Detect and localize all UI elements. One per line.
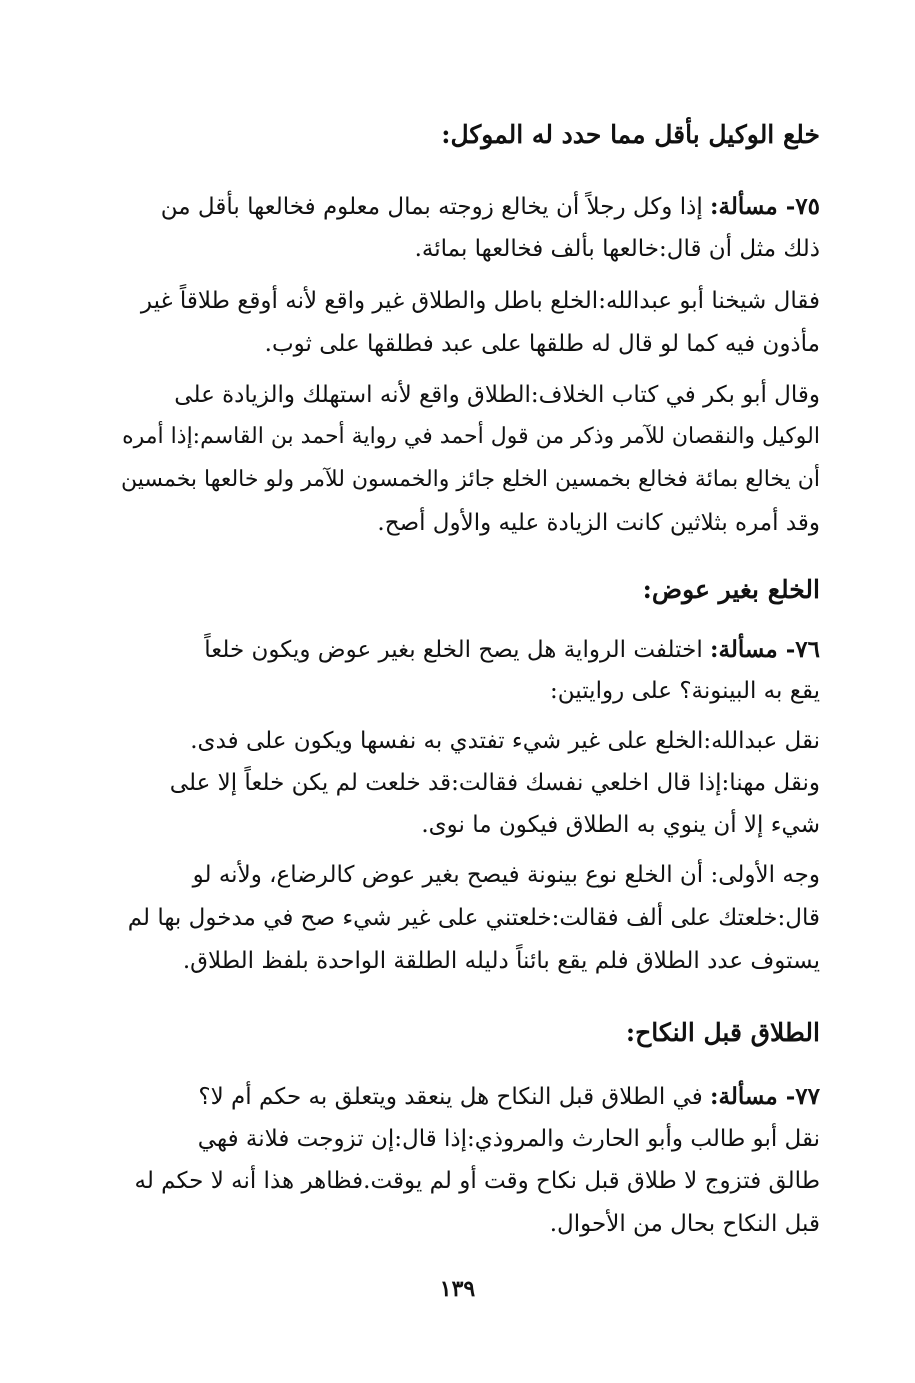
text-line [118, 1085, 820, 1109]
text-line: نقل عبدالله:الخلع على غير شيء تفتدي به نفسها ويكون على فدى. [190, 728, 820, 754]
section-heading: الطلاق قبل النكاح: [625, 1018, 820, 1047]
issue-label: ٧٦- مسألة: [710, 636, 820, 663]
text-line: الوكيل والنقصان للآمر وذكر من قول أحمد في رواية أحمد بن القاسم:إذا أمره [122, 424, 820, 449]
text-line: ذلك مثل أن قال:خالعها بألف فخالعها بمائة. [414, 236, 820, 262]
text-line: وقال أبو بكر في كتاب الخلاف:الطلاق واقع لأنه استهلك والزيادة على [174, 382, 820, 408]
text-line: ونقل مهنا:إذا قال اخلعي نفسك فقالت:قد خلعت لم يكن خلعاً إلا على [169, 770, 820, 796]
text-line: يستوف عدد الطلاق فلم يقع بائناً دليله الطلقة الواحدة بلفظ الطلاق. [182, 948, 820, 974]
issue-label: ٧٧- مسألة: [710, 1083, 820, 1110]
text-line: يقع به البينونة؟ على روايتين: [550, 678, 820, 704]
text-line [118, 195, 820, 219]
text-line: طالق فتزوج لا طلاق قبل نكاح وقت أو لم يوقت.فظاهر هذا أنه لا حكم له [134, 1168, 820, 1194]
text-line: أن يخالع بمائة فخالع بخمسين الخلع جائز والخمسون للآمر ولو خالعها بخمسين [120, 467, 820, 492]
text-span: في الطلاق قبل النكاح هل ينعقد ويتعلق به حكم أم لا؟ [198, 1084, 703, 1110]
section-heading: الخلع بغير عوض: [642, 575, 820, 604]
section-heading: خلع الوكيل بأقل مما حدد له الموكل: [441, 120, 820, 149]
text-line [118, 638, 820, 662]
text-span: اختلفت الرواية هل يصح الخلع بغير عوض ويكون خلعاً [204, 637, 703, 663]
text-line: نقل أبو طالب وأبو الحارث والمروذي:إذا قال:إن تزوجت فلانة فهي [197, 1126, 820, 1152]
text-line: شيء إلا أن ينوي به الطلاق فيكون ما نوى. [421, 812, 820, 838]
text-span: إذا وكل رجلاً أن يخالع زوجته بمال معلوم فخالعها بأقل من [160, 194, 703, 220]
text-line: قال:خلعتك على ألف فقالت:خلعتني على غير شيء صح في مدخول بها لم [127, 905, 820, 931]
text-line: قبل النكاح بحال من الأحوال. [549, 1211, 820, 1237]
page-number: ١٣٩ [439, 1276, 476, 1302]
text-line: مأذون فيه كما لو قال له طلقها على عبد فطلقها على ثوب. [264, 331, 820, 357]
issue-label: ٧٥- مسألة: [710, 193, 820, 220]
text-line: وقد أمره بثلاثين كانت الزيادة عليه والأول أصح. [377, 510, 820, 536]
text-line: وجه الأولى: أن الخلع نوع بينونة فيصح بغير عوض كالرضاع، ولأنه لو [192, 862, 820, 888]
text-line: فقال شيخنا أبو عبدالله:الخلع باطل والطلاق غير واقع لأنه أوقع طلاقاً غير [140, 288, 820, 314]
